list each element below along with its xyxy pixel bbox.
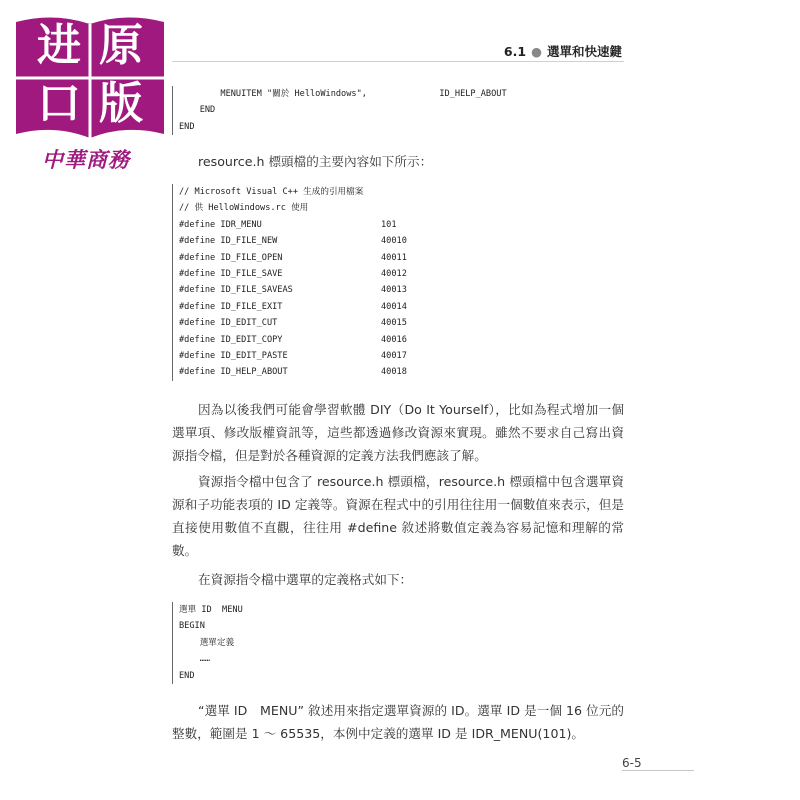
code-line <box>179 618 243 634</box>
code-line <box>179 635 243 651</box>
code-line <box>179 184 363 200</box>
header-divider <box>172 61 624 62</box>
code-text: END <box>179 670 195 681</box>
code-line <box>179 332 407 348</box>
code-value: 40014 <box>381 301 407 312</box>
paragraph-intro: resource.h 標頭檔的主要內容如下所示： <box>198 154 433 169</box>
code-line <box>179 233 407 249</box>
code-line <box>179 668 243 684</box>
code-text: END <box>179 121 195 132</box>
stamp-subtitle: 中華商務 <box>42 147 130 172</box>
code-text: #define ID_EDIT_PASTE <box>179 350 288 361</box>
code-line <box>179 217 397 233</box>
code-text: #define ID_EDIT_COPY <box>179 334 283 345</box>
paragraph-diy: 因為以後我們可能會學習軟體 DIY（Do It Yourself），比如為程式增加一個選單項、修改版權資訊等，這些都透過修改資源來實現。雖然不要求自己寫出資源指令檔，但是對於各種資源的定義方法我們應該了解。 <box>172 402 624 463</box>
code-text: #define ID_FILE_OPEN <box>179 252 283 263</box>
code-block-menu-end <box>172 86 507 135</box>
paragraph-menu-id: “選單 ID MENU” 敘述用來指定選單資源的 ID。選單 ID 是一個 16 位元的整數，範圍是 1 ～ 65535，本例中定義的選單 ID 是 IDR_MENU(101)。 <box>172 703 624 741</box>
code-value: 40016 <box>381 334 407 345</box>
bullet-icon: ● <box>531 44 542 59</box>
code-line <box>179 119 507 135</box>
code-text: 選單定義 <box>179 637 235 648</box>
stamp-char: 原 <box>99 20 143 71</box>
stamp-char: 版 <box>99 78 143 129</box>
code-line <box>179 299 407 315</box>
code-line <box>179 266 407 282</box>
paragraph-resource-header: 資源指令檔中包含了 resource.h 標頭檔，resource.h 標頭檔中包含選單資源和子功能表項的 ID 定義等。資源在程式中的引用往往用一個數值來表示，但是直接使用數值不直觀，往往用 #define 敘述將數值定義為容易記憶和理解的常數。 <box>172 474 624 558</box>
code-text: END <box>179 105 216 116</box>
code-text: #define ID_EDIT_CUT <box>179 318 278 329</box>
code-value: 40017 <box>381 350 407 361</box>
code-text: // 供 HelloWindows.rc 使用 <box>179 203 309 214</box>
stamp-char: 口 <box>37 78 81 129</box>
code-value: ID_HELP_ABOUT <box>366 89 507 99</box>
code-value: 101 <box>381 219 397 230</box>
code-value: 40018 <box>381 367 407 378</box>
code-line <box>179 200 363 216</box>
code-text: #define ID_FILE_NEW <box>179 236 278 247</box>
code-line <box>179 348 407 364</box>
code-line <box>179 282 407 298</box>
code-line <box>179 602 243 618</box>
code-value: 40012 <box>381 268 407 279</box>
code-value: 40010 <box>381 236 407 247</box>
code-text: #define ID_FILE_EXIT <box>179 301 283 312</box>
code-text: // Microsoft Visual C++ 生成的引用檔案 <box>179 187 364 197</box>
code-line <box>179 364 407 380</box>
code-value: 40013 <box>381 285 407 296</box>
section-title: 選單和快速鍵 <box>546 44 622 59</box>
code-text: #define ID_FILE_SAVEAS <box>179 285 293 296</box>
code-text: #define ID_FILE_SAVE <box>179 268 283 279</box>
code-value: 40011 <box>381 252 407 263</box>
code-text: MENUITEM "關於 HelloWindows", <box>179 89 367 99</box>
stamp-char: 进 <box>37 20 81 71</box>
code-text: …… <box>179 654 211 665</box>
code-text: 選單 ID MENU <box>179 605 243 615</box>
section-number: 6.1 <box>503 44 527 59</box>
code-block-format <box>172 602 243 684</box>
stamp-characters <box>28 18 152 130</box>
publisher-stamp <box>14 12 166 180</box>
code-text: #define ID_HELP_ABOUT <box>179 367 288 378</box>
page-number: 6-5 <box>622 756 642 770</box>
code-line <box>179 250 407 266</box>
section-header <box>420 42 622 60</box>
code-value: 40015 <box>381 318 407 329</box>
footer-divider <box>622 770 694 771</box>
code-line <box>179 315 407 331</box>
code-text: BEGIN <box>179 621 205 632</box>
paragraph-format: 在資源指令檔中選單的定義格式如下： <box>198 572 413 587</box>
code-line <box>179 102 507 118</box>
code-text: #define IDR_MENU <box>179 219 262 230</box>
code-line <box>179 86 507 102</box>
code-line <box>179 651 243 667</box>
code-block-defines <box>172 184 407 381</box>
